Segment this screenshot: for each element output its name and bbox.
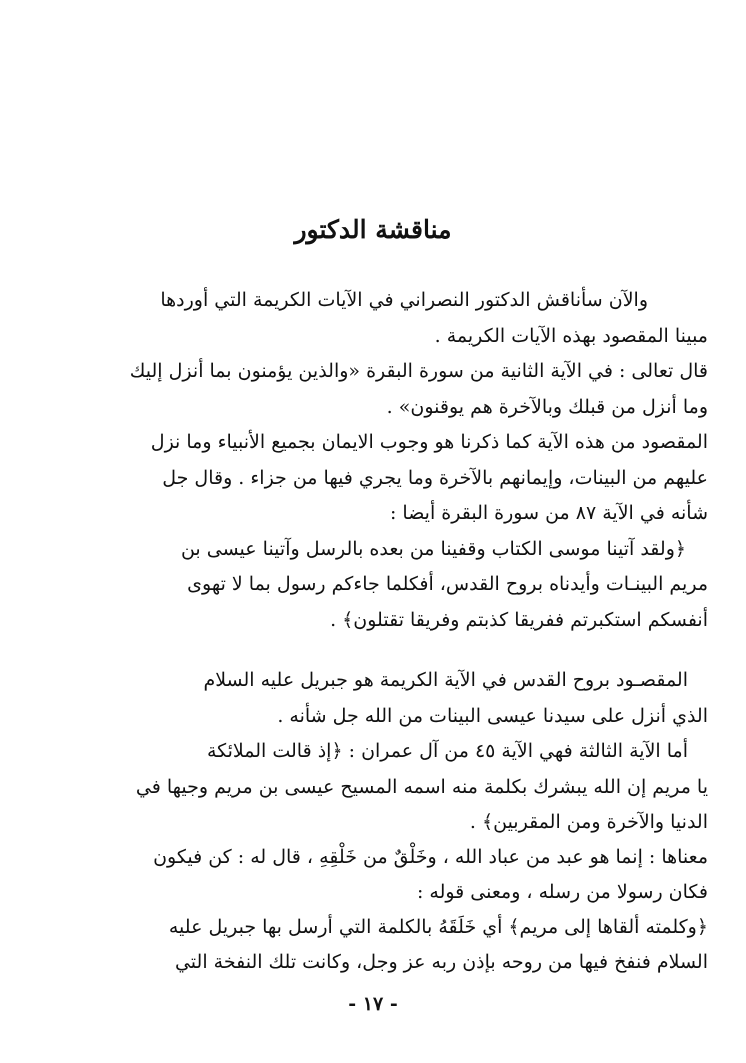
text-line: السلام فنفخ فيها من روحه بإذن ربه عز وجل، وكانت تلك النفخة التي	[174, 951, 708, 973]
text-line: وما أنزل من قبلك وبالآخرة هم يوقنون» .	[386, 396, 708, 418]
text-line: المقصـود بروح القدس في الآية الكريمة هو جبريل عليه السلام	[203, 669, 688, 691]
text-line: قال تعالى : في الآية الثانية من سورة البقرة «والذين يؤمنون بما أنزل إليك	[129, 360, 708, 382]
text-line: الذي أنزل على سيدنا عيسى البينات من الله جل شأنه .	[277, 705, 708, 727]
text-line: المقصود من هذه الآية كما ذكرنا هو وجوب الايمان بجميع الأنبياء وما نزل	[150, 431, 708, 453]
text-line: يا مريم إن الله يبشرك بكلمة منه اسمه المسيح عيسى بن مريم وجيها في	[135, 776, 708, 798]
text-line: فكان رسولا من رسله ، ومعنى قوله :	[416, 881, 708, 903]
text-line: الدنيا والآخرة ومن المقربين﴾ .	[469, 811, 708, 833]
page-number: - ١٧ -	[348, 993, 398, 1015]
text-line: مريم البينـات وأيدناه بروح القدس، أفكلما جاءكم رسول بما لا تهوى	[187, 573, 708, 595]
text-line: أما الآية الثالثة فهي الآية ٤٥ من آل عمران : ﴿إذ قالت الملائكة	[206, 740, 688, 762]
text-line: معناها : إنما هو عبد من عباد الله ، وخَلْقٌ من خَلْقِهِ ، قال له : كن فيكون	[153, 846, 708, 868]
page-title: مناقشة الدكتور	[294, 215, 452, 244]
text-line: ﴿وكلمته ألقاها إلى مريم﴾ أي خَلَقَهُ بالكلمة التي أرسل بها جبريل عليه	[168, 916, 708, 938]
text-line: مبينا المقصود بهذه الآيات الكريمة .	[434, 325, 708, 347]
text-line: شأنه في الآية ٨٧ من سورة البقرة أيضا :	[389, 502, 708, 524]
text-line: أنفسكم استكبرتم ففريقا كذبتم وفريقا تقتلون﴾ .	[330, 609, 708, 631]
text-line: عليهم من البينات، وإيمانهم بالآخرة وما يجري فيها من جزاء . وقال جل	[162, 467, 708, 489]
text-line: ﴿ولقد آتينا موسى الكتاب وقفينا من بعده بالرسل وآتينا عيسى بن	[180, 538, 686, 560]
text-line: والآن سأناقش الدكتور النصراني في الآيات الكريمة التي أوردها	[160, 289, 648, 311]
